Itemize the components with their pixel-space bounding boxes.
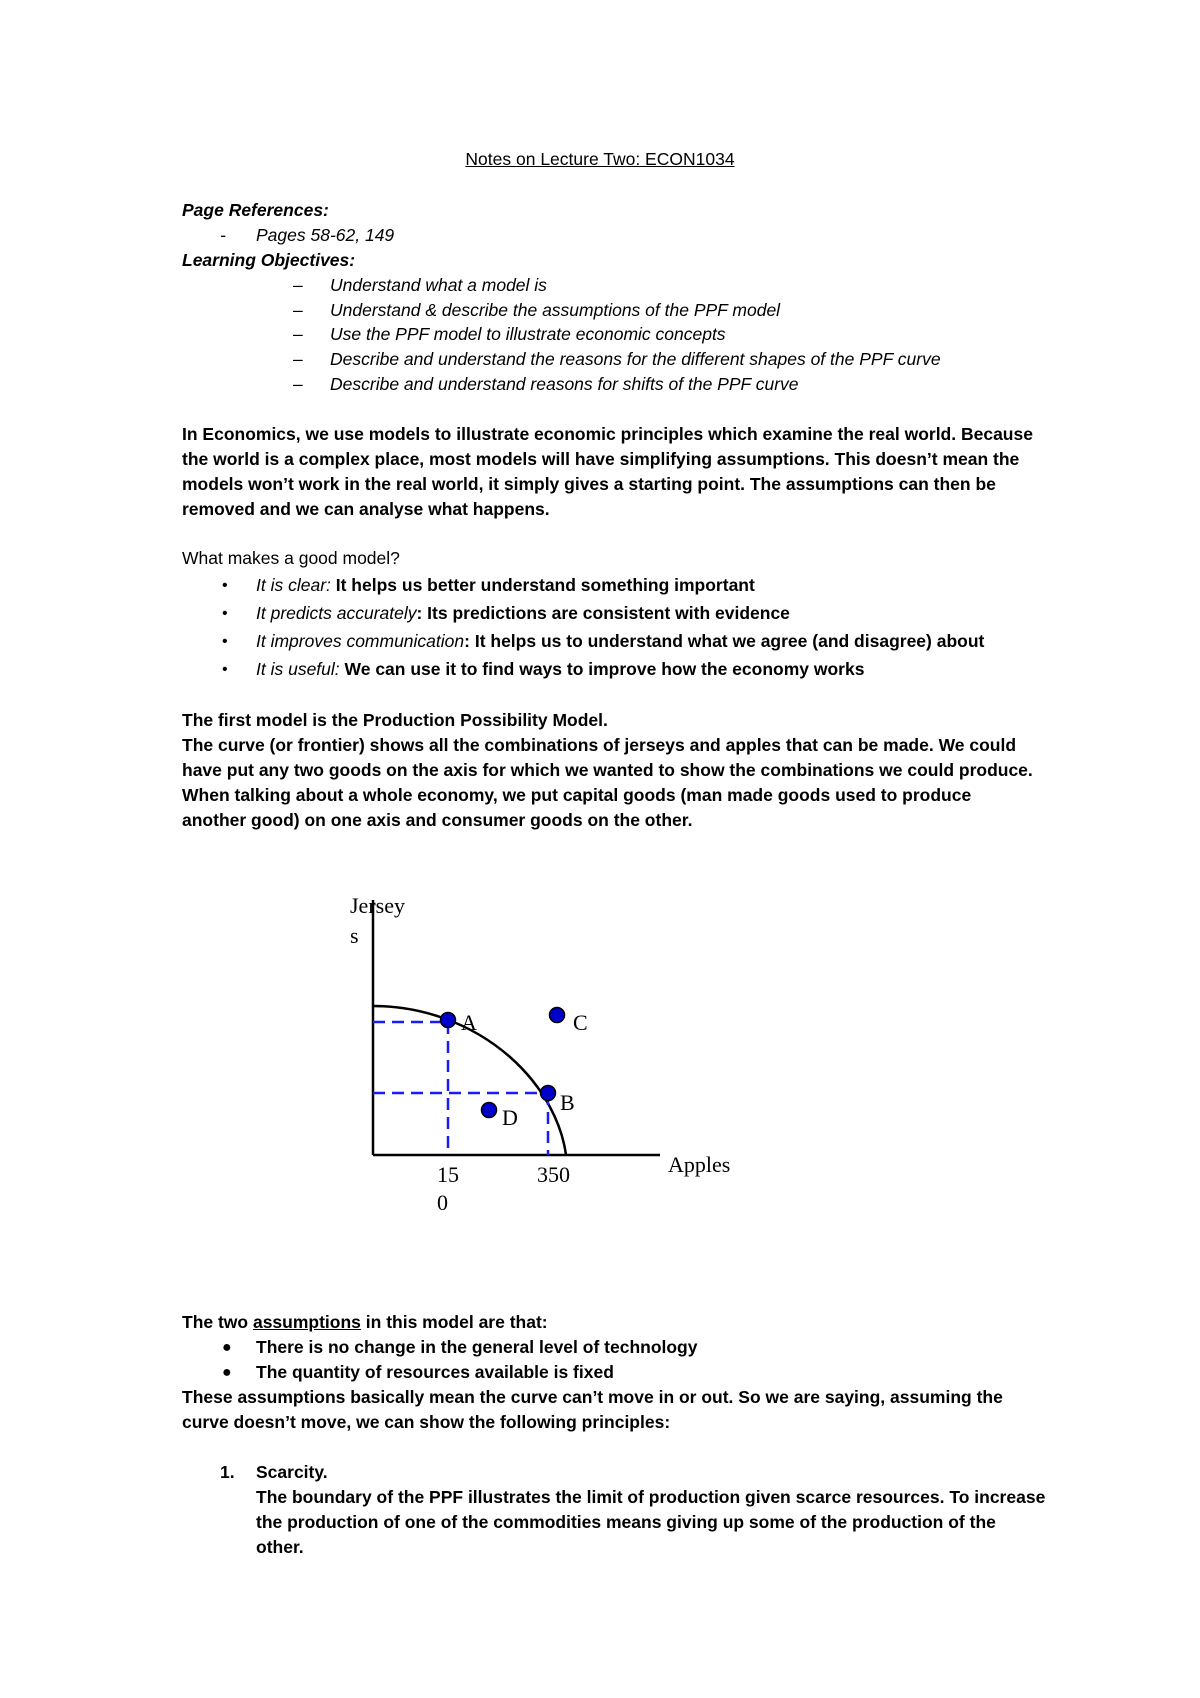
objective-item: Describe and understand reasons for shifts of the PPF curve [330, 374, 799, 394]
objective-item: Understand & describe the assumptions of the PPF model [330, 300, 781, 320]
paragraph-line: When talking about a whole economy, we put capital goods (man made goods used to produce [182, 785, 972, 805]
good-model-text: We can use it to find ways to improve how the economy works [339, 659, 865, 679]
dash-marker: – [293, 374, 303, 394]
objective-item: Use the PPF model to illustrate economic concepts [330, 324, 726, 344]
paragraph-line: another good) on one axis and consumer goods on the other. [182, 810, 693, 830]
principle-body [256, 1485, 1056, 1560]
dash-marker: – [293, 275, 303, 295]
assumptions-intro-post: in this model are that: [360, 1312, 548, 1332]
paragraph-line: the world is a complex place, most models will have simplifying assumptions. This doesn’t mean the [182, 449, 1020, 469]
bullet-dot: ● [222, 1364, 232, 1381]
principle-number: 1. [220, 1462, 235, 1482]
assumptions-underlined: assumptions [252, 1312, 361, 1332]
paragraph-line: In Economics, we use models to illustrate economic principles which examine the real world. Because [182, 424, 1033, 444]
good-model-term: It improves communication [256, 631, 465, 651]
tick-label-150: 15 [437, 1162, 459, 1187]
dash-marker: – [293, 300, 303, 320]
x-axis-label: Apples [668, 1152, 731, 1177]
point-d-label: D [502, 1105, 518, 1130]
paragraph-line: removed and we can analyse what happens. [182, 499, 550, 519]
good-model-text: It helps us better understand something important [330, 575, 755, 595]
paragraph-line: have put any two goods on the axis for which we wanted to show the combinations we could produce. [182, 760, 1033, 780]
point-c-marker [550, 1008, 565, 1023]
y-axis-label: Jersey [350, 893, 405, 918]
learning-objectives-heading: Learning Objectives: [182, 250, 356, 270]
tick-label-150-wrap: 0 [437, 1190, 448, 1215]
good-model-text: : It helps us to understand what we agree (and disagree) about [464, 631, 985, 651]
good-model-term: It is clear: [256, 575, 331, 595]
bullet-dot: ● [222, 1339, 232, 1356]
bullet-dot: • [222, 577, 228, 594]
paragraph-line: These assumptions basically mean the curve can’t move in or out. So we are saying, assuming the [182, 1387, 1003, 1407]
point-b-label: B [560, 1090, 575, 1115]
dash-marker: – [293, 324, 303, 344]
assumption-item: There is no change in the general level of technology [256, 1337, 698, 1357]
paragraph-line: models won’t work in the real world, it simply gives a starting point. The assumptions can then be [182, 474, 996, 494]
assumptions-intro [182, 1310, 548, 1335]
dash-marker: - [220, 225, 226, 245]
good-model-text: : Its predictions are consistent with evidence [416, 603, 790, 623]
page-title: Notes on Lecture Two: ECON1034 [465, 149, 735, 169]
dash-marker: – [293, 349, 303, 369]
assumptions-after [182, 1385, 1042, 1435]
y-axis-label-wrap: s [350, 923, 359, 948]
good-model-term: It is useful: [256, 659, 340, 679]
paragraph-line: The curve (or frontier) shows all the combinations of jerseys and apples that can be made. We could [182, 735, 1017, 755]
page-reference-item: Pages 58-62, 149 [256, 225, 395, 245]
tick-label-350: 350 [537, 1162, 570, 1187]
principle-heading: Scarcity. [256, 1462, 328, 1482]
point-c-label: C [573, 1010, 588, 1035]
point-d-marker [482, 1103, 497, 1118]
bullet-dot: • [222, 605, 228, 622]
objective-item: Understand what a model is [330, 275, 547, 295]
point-a-label: A [461, 1010, 477, 1035]
point-b-marker [541, 1086, 556, 1101]
assumption-item: The quantity of resources available is fixed [256, 1362, 614, 1382]
paragraph-line: curve doesn’t move, we can show the following principles: [182, 1412, 671, 1432]
bullet-dot: • [222, 633, 228, 650]
good-model-term: It predicts accurately [256, 603, 417, 623]
paragraph-line: the production of one of the commodities means giving up some of the production of the [256, 1512, 996, 1532]
point-a-marker [441, 1013, 456, 1028]
assumptions-intro-pre: The two [182, 1312, 253, 1332]
paragraph-line: The boundary of the PPF illustrates the limit of production given scarce resources. To increase [256, 1487, 1046, 1507]
paragraph-line: The first model is the Production Possibility Model. [182, 710, 608, 730]
page-references-heading: Page References: [182, 200, 329, 220]
objective-item: Describe and understand the reasons for the different shapes of the PPF curve [330, 349, 941, 369]
bullet-dot: • [222, 661, 228, 678]
good-model-question: What makes a good model? [182, 548, 400, 568]
paragraph-line: other. [256, 1537, 304, 1557]
